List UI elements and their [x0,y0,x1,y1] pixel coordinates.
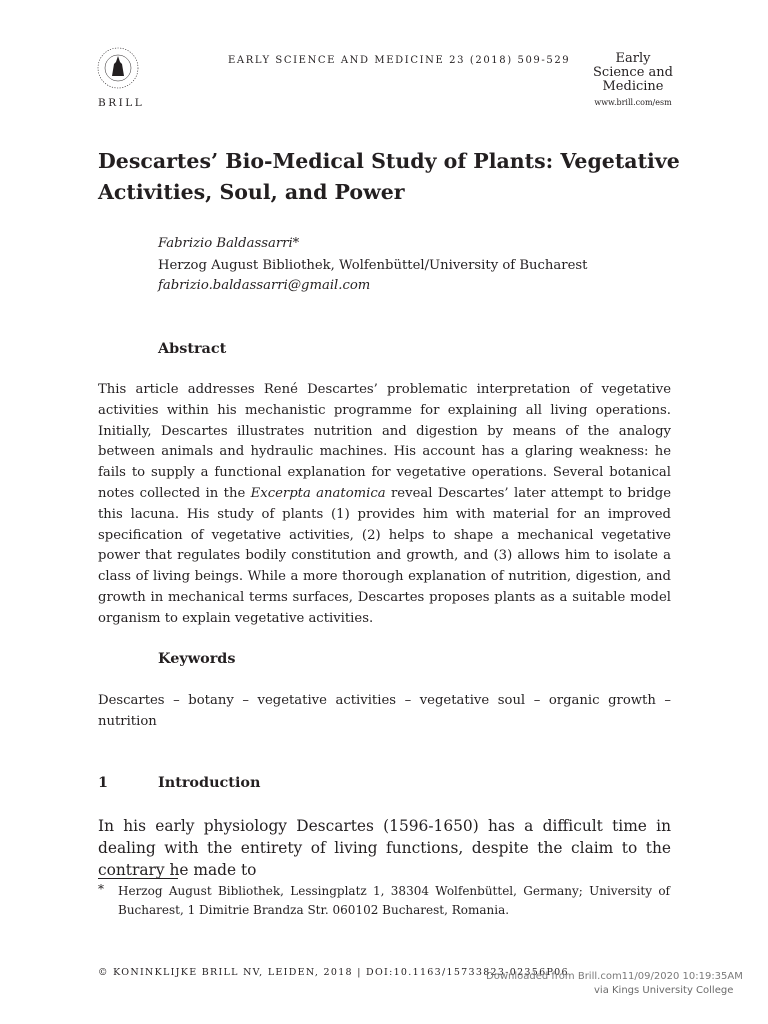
title-line: Activities, Soul, and Power [98,180,405,204]
journal-name-line: Science and [593,65,673,80]
journal-name-line: Early [615,51,651,66]
publisher-name: BRILL [98,97,145,109]
journal-name [590,52,676,94]
journal-url[interactable]: www.brill.com/esm [594,98,672,107]
running-head: EARLY SCIENCE AND MEDICINE 23 (2018) 509-529 [228,55,571,66]
download-stamp-line: Downloaded from Brill.com11/09/2020 10:19:35AM [486,971,743,982]
section-number: 1 [98,774,109,791]
copyright-line: © KONINKLIJKE BRILL NV, LEIDEN, 2018 | DOI:10.1163/15733823-02356P06 [98,967,569,978]
footnote-text: Herzog August Bibliothek, Lessingplatz 1, 38304 Wolfenbüttel, Germany; University of Bucharest, 1 Dimitrie Brandza Str. 060102 Bucharest, Romania. [118,884,670,917]
introduction-text: In his early physiology Descartes (1596-1650) has a difficult time in dealing with the entirety of living functions, despite the claim to the contrary he made to [98,817,671,879]
abstract-text-part: reveal Descartes’ later attempt to bridge this lacuna. His study of plants (1) provides him with material for an improved specification of vegetative activities, (2) helps to shape a mechanical vegetative power that regulates bodily constitution and growth, and (3) allows him to isolate a class of living beings. While a more thorough explanation of nutrition, digestion, and growth in mechanical terms surfaces, Descartes proposes plants as a suitable model organism to explain vegetative activities. [98,485,672,626]
article-title [98,146,698,208]
keywords-text: Descartes – botany – vegetative activities – vegetative soul – organic growth – nutrition [98,693,671,729]
abstract-text-part: This article addresses René Descartes’ problematic interpretation of vegetative activities within his mechanistic programme for explaining all living operations. Initially, Descartes illustrates nutrition and digestion by means of the analogy between animals and hydraulic machines. His account has a glaring weakness: he fails to supply a functional explanation for vegetative operations. Several botanical notes collected in the [98,382,671,501]
abstract-heading: Abstract [158,340,227,357]
abstract-text [98,380,671,630]
brill-logo [96,46,140,90]
journal-name-line: Medicine [602,79,664,94]
abstract-italic-title: Excerpta anatomica [250,485,386,501]
author-name: Fabrizio Baldassarri* [158,236,300,251]
author-email[interactable]: fabrizio.baldassarri@gmail.com [158,278,371,293]
title-line: Descartes’ Bio-Medical Study of Plants: Vegetative [98,149,680,173]
download-stamp-line: via Kings University College [594,985,734,996]
keywords-heading: Keywords [158,650,236,667]
footnote-divider [98,878,178,879]
author-affiliation: Herzog August Bibliothek, Wolfenbüttel/University of Bucharest [158,258,588,273]
footnote-mark: * [98,882,104,896]
section-heading: Introduction [158,774,261,791]
